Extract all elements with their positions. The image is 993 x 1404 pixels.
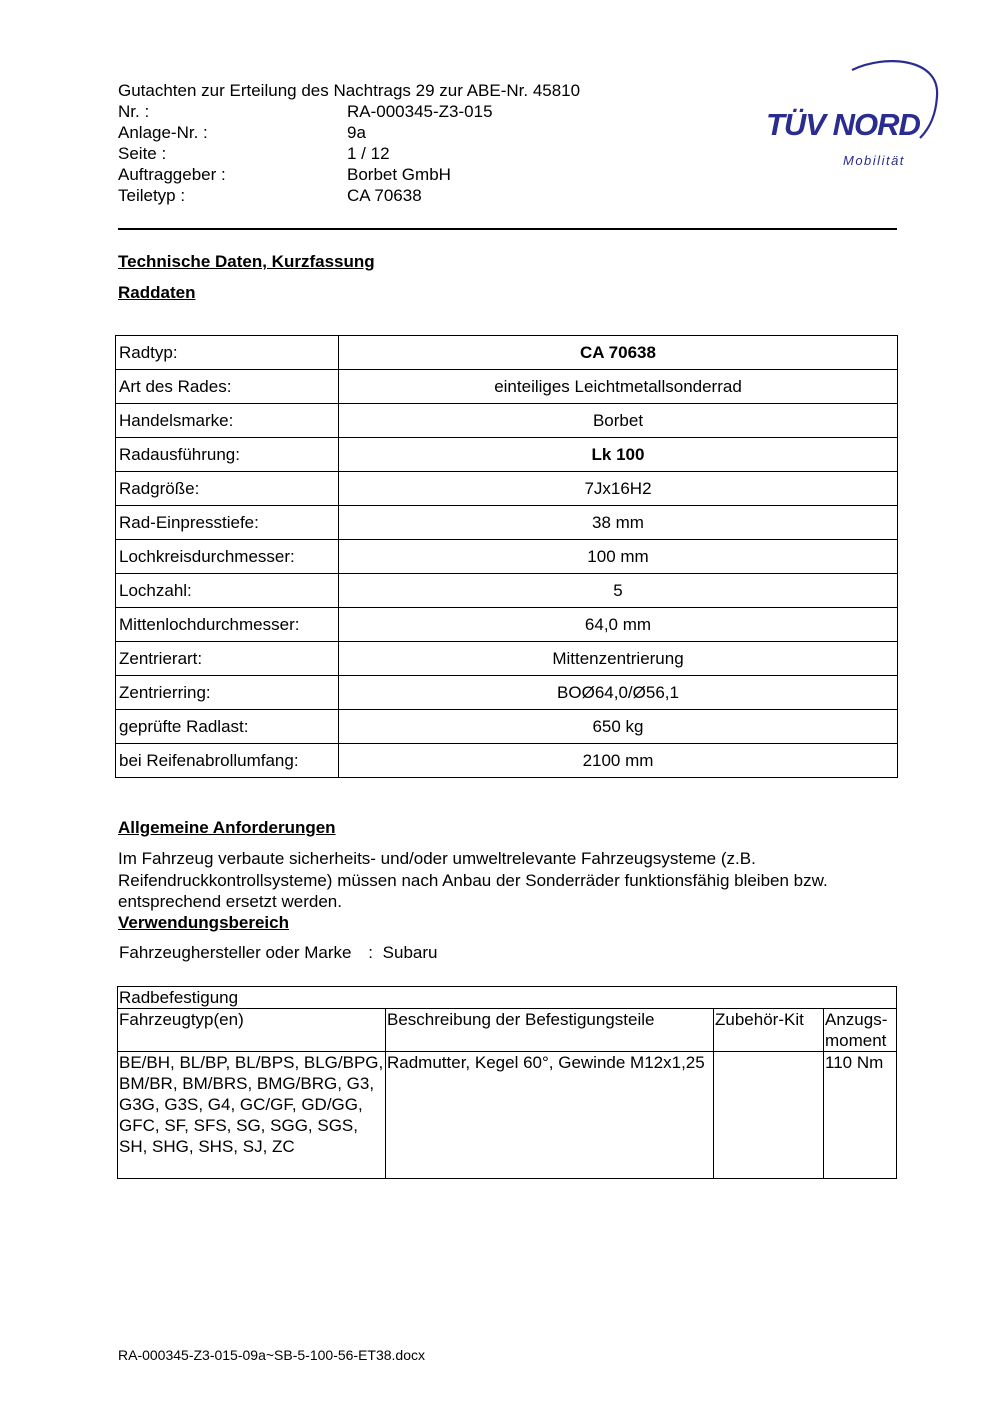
raddaten-value: CA 70638 xyxy=(339,336,898,370)
table-row xyxy=(116,438,898,472)
logo-tagline: Mobilität xyxy=(843,153,905,168)
header-value: 9a xyxy=(347,123,366,142)
raddaten-heading: Raddaten xyxy=(118,283,196,302)
column-header-anzugsmoment: Anzugs-moment xyxy=(824,1009,897,1052)
raddaten-value: Borbet xyxy=(339,404,898,438)
anforderungen-text: Im Fahrzeug verbaute sicherheits- und/oder umweltrelevante Fahrzeugsysteme (z.B. Reifendruckkontrollsysteme) müssen nach Anbau der Sonderräder funktionsfähig bleiben bzw. entsprechend ersetzt werden. xyxy=(118,849,828,911)
document-title-text: Gutachten zur Erteilung des Nachtrags 29 zur ABE-Nr. 45810 xyxy=(118,81,581,100)
table-row xyxy=(116,404,898,438)
table-row xyxy=(116,506,898,540)
manufacturer-label: Fahrzeughersteller oder Marke xyxy=(119,943,352,962)
manufacturer-line xyxy=(119,943,437,963)
verwendung-heading: Verwendungsbereich xyxy=(118,913,289,932)
header-divider xyxy=(118,228,897,230)
table-row xyxy=(116,336,898,370)
table-row xyxy=(116,472,898,506)
raddaten-label: Handelsmarke: xyxy=(116,404,339,438)
radbefestigung-table xyxy=(117,986,897,1179)
table-row xyxy=(116,574,898,608)
manufacturer-separator: : xyxy=(368,943,373,962)
footer-filename: RA-000345-Z3-015-09a~SB-5-100-56-ET38.docx xyxy=(118,1347,426,1363)
raddaten-table xyxy=(115,335,898,778)
raddaten-value: Mittenzentrierung xyxy=(339,642,898,676)
raddaten-label: bei Reifenabrollumfang: xyxy=(116,744,339,778)
raddaten-label: Radgröße: xyxy=(116,472,339,506)
raddaten-label: geprüfte Radlast: xyxy=(116,710,339,744)
header-value: RA-000345-Z3-015 xyxy=(347,102,493,121)
cell-zubehoer xyxy=(714,1052,824,1179)
raddaten-label: Zentrierart: xyxy=(116,642,339,676)
raddaten-value: Lk 100 xyxy=(339,438,898,472)
raddaten-value: 7Jx16H2 xyxy=(339,472,898,506)
header-label: Anlage-Nr. : xyxy=(118,123,208,142)
raddaten-value: einteiliges Leichtmetallsonderrad xyxy=(339,370,898,404)
cell-beschreibung: Radmutter, Kegel 60°, Gewinde M12x1,25 xyxy=(386,1052,714,1179)
table-row xyxy=(118,1052,897,1179)
header-value: CA 70638 xyxy=(347,186,422,205)
header-label: Auftraggeber : xyxy=(118,165,226,184)
raddaten-label: Radausführung: xyxy=(116,438,339,472)
column-header-beschreibung: Beschreibung der Befestigungsteile xyxy=(386,1009,714,1052)
anforderungen-heading: Allgemeine Anforderungen xyxy=(118,818,336,837)
raddaten-value: 2100 mm xyxy=(339,744,898,778)
raddaten-value: 650 kg xyxy=(339,710,898,744)
column-header-fahrzeugtyp: Fahrzeugtyp(en) xyxy=(118,1009,386,1052)
table-row xyxy=(116,370,898,404)
table-row xyxy=(116,744,898,778)
raddaten-label: Radtyp: xyxy=(116,336,339,370)
raddaten-value: 5 xyxy=(339,574,898,608)
cell-anzugsmoment: 110 Nm xyxy=(824,1052,897,1179)
raddaten-label: Lochkreisdurchmesser: xyxy=(116,540,339,574)
manufacturer-value: Subaru xyxy=(382,943,438,962)
raddaten-value: 64,0 mm xyxy=(339,608,898,642)
table-row xyxy=(116,642,898,676)
raddaten-label: Mittenlochdurchmesser: xyxy=(116,608,339,642)
raddaten-table-body xyxy=(116,336,898,778)
raddaten-value: 100 mm xyxy=(339,540,898,574)
column-header-zubehoer: Zubehör-Kit xyxy=(714,1009,824,1052)
raddaten-label: Zentrierring: xyxy=(116,676,339,710)
cell-fahrzeugtypen: BE/BH, BL/BP, BL/BPS, BLG/BPG, BM/BR, BM/BRS, BMG/BRG, G3, G3G, G3S, G4, GC/GF, GD/GG, GFC, SF, SFS, SG, SGG, SGS, SH, SHG, SHS, SJ, ZC xyxy=(118,1052,386,1179)
document-title xyxy=(118,80,580,101)
raddaten-label: Rad-Einpresstiefe: xyxy=(116,506,339,540)
raddaten-label: Art des Rades: xyxy=(116,370,339,404)
section-title: Technische Daten, Kurzfassung xyxy=(118,252,375,271)
tuv-nord-logo xyxy=(760,56,940,172)
table-row xyxy=(116,540,898,574)
raddaten-label: Lochzahl: xyxy=(116,574,339,608)
header-label: Seite : xyxy=(118,144,167,163)
logo-brand: TÜV NORD xyxy=(766,107,920,142)
table-title-row xyxy=(118,987,897,1009)
header-value: Borbet GmbH xyxy=(347,165,451,184)
header-label: Nr. : xyxy=(118,102,150,121)
raddaten-value: BOØ64,0/Ø56,1 xyxy=(339,676,898,710)
header-value: 1 / 12 xyxy=(347,144,390,163)
raddaten-value: 38 mm xyxy=(339,506,898,540)
table-row xyxy=(116,608,898,642)
table-row xyxy=(116,710,898,744)
table-row xyxy=(116,676,898,710)
radbefestigung-title: Radbefestigung xyxy=(118,987,897,1009)
table-header-row xyxy=(118,1009,897,1052)
header-label: Teiletyp : xyxy=(118,186,186,205)
